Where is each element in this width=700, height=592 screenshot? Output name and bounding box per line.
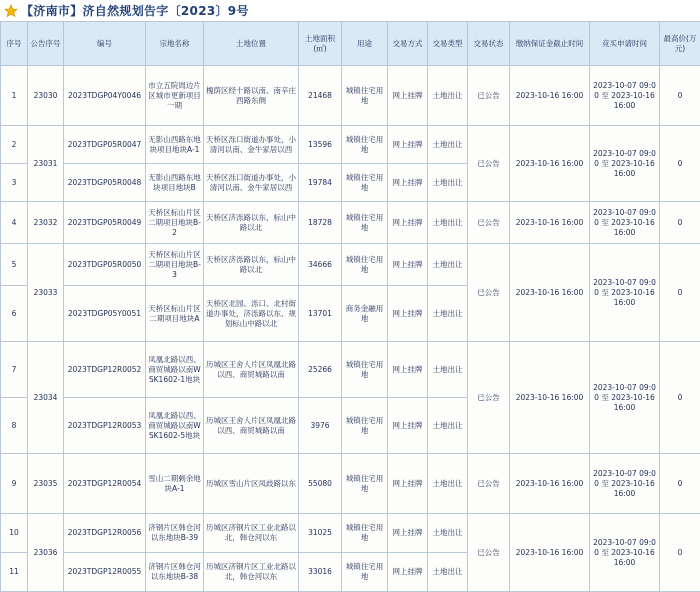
cell-notice-no: 23031	[28, 126, 64, 202]
cell-seq: 6	[1, 286, 28, 342]
cell-method: 网上挂牌	[388, 553, 428, 592]
cell-code: 2023TDGP12R0053	[64, 398, 146, 454]
cell-code: 2023TDGP05R0049	[64, 202, 146, 244]
cell-area: 21468	[299, 66, 342, 126]
cell-status: 已公告	[468, 202, 510, 244]
cell-method: 网上挂牌	[388, 342, 428, 398]
header-apply-time: 竞买申请时间	[590, 22, 660, 66]
cell-type: 土地出让	[428, 164, 468, 202]
cell-parcel-name: 无影山西路东地块项目地块B	[146, 164, 204, 202]
cell-parcel-name: 市立五院周边片区城市更新项目一期	[146, 66, 204, 126]
cell-parcel-name: 济钢片区韩仓河以东地块B-39	[146, 514, 204, 553]
cell-seq: 2	[1, 126, 28, 164]
cell-notice-no: 23033	[28, 244, 64, 342]
header-type: 交易类型	[428, 22, 468, 66]
title-bar	[0, 0, 700, 22]
cell-apply-time: 2023-10-07 09:00 至 2023-10-16 16:00	[590, 244, 660, 342]
cell-type: 土地出让	[428, 398, 468, 454]
cell-location: 历城区雪山片区凤歧路以东	[204, 454, 299, 514]
cell-code: 2023TDGP05R0048	[64, 164, 146, 202]
star-icon	[4, 4, 18, 18]
header-status: 交易状态	[468, 22, 510, 66]
cell-type: 土地出让	[428, 342, 468, 398]
cell-method: 网上挂牌	[388, 514, 428, 553]
cell-location: 天桥区泺口街道办事处，小清河以南、金牛家居以西	[204, 126, 299, 164]
cell-type: 土地出让	[428, 244, 468, 286]
cell-parcel-name: 凤凰北路以西、商贸城路以南WSK1602-1地块	[146, 342, 204, 398]
header-notice-no: 公告序号	[28, 22, 64, 66]
cell-max-price: 0	[660, 342, 700, 454]
table-row	[1, 126, 700, 164]
table-row	[1, 514, 700, 553]
cell-method: 网上挂牌	[388, 164, 428, 202]
header-method: 交易方式	[388, 22, 428, 66]
cell-notice-no: 23030	[28, 66, 64, 126]
cell-method: 网上挂牌	[388, 202, 428, 244]
cell-location: 天桥区泺口街道办事处，小清河以南、金牛家居以西	[204, 164, 299, 202]
cell-area: 19784	[299, 164, 342, 202]
cell-status: 已公告	[468, 126, 510, 202]
cell-method: 网上挂牌	[388, 286, 428, 342]
cell-use: 城镇住宅用地	[342, 342, 388, 398]
cell-max-price: 0	[660, 126, 700, 202]
cell-area: 31025	[299, 514, 342, 553]
cell-notice-no: 23036	[28, 514, 64, 592]
table-header-row	[1, 22, 700, 66]
cell-code: 2023TDGP04Y0046	[64, 66, 146, 126]
cell-method: 网上挂牌	[388, 398, 428, 454]
table-row	[1, 454, 700, 514]
cell-apply-time: 2023-10-07 09:00 至 2023-10-16 16:00	[590, 66, 660, 126]
cell-use: 城镇住宅用地	[342, 164, 388, 202]
cell-area: 33016	[299, 553, 342, 592]
cell-seq: 1	[1, 66, 28, 126]
cell-seq: 3	[1, 164, 28, 202]
cell-status: 已公告	[468, 342, 510, 454]
cell-status: 已公告	[468, 66, 510, 126]
cell-use: 城镇住宅用地	[342, 126, 388, 164]
cell-parcel-name: 天桥区标山片区二期项目地块B-3	[146, 244, 204, 286]
cell-parcel-name: 天桥区标山片区二期项目地块A	[146, 286, 204, 342]
cell-code: 2023TDGP05R0047	[64, 126, 146, 164]
cell-location: 天桥区济泺路以东，标山中路以北	[204, 202, 299, 244]
cell-use: 城镇住宅用地	[342, 66, 388, 126]
cell-deadline: 2023-10-16 16:00	[510, 202, 590, 244]
cell-max-price: 0	[660, 66, 700, 126]
cell-location: 天桥区北园、泺口、北村街道办事处，济泺路以东、规划标山中路以北	[204, 286, 299, 342]
table-row	[1, 342, 700, 398]
cell-area: 3976	[299, 398, 342, 454]
cell-code: 2023TDGP12R0056	[64, 514, 146, 553]
cell-method: 网上挂牌	[388, 126, 428, 164]
cell-status: 已公告	[468, 244, 510, 342]
cell-max-price: 0	[660, 514, 700, 592]
cell-max-price: 0	[660, 454, 700, 514]
table-row	[1, 202, 700, 244]
cell-deadline: 2023-10-16 16:00	[510, 126, 590, 202]
header-location: 土地位置	[204, 22, 299, 66]
cell-method: 网上挂牌	[388, 66, 428, 126]
cell-method: 网上挂牌	[388, 454, 428, 514]
header-parcel-name: 宗地名称	[146, 22, 204, 66]
cell-location: 历城区济钢片区工业北路以北，韩仓河以东	[204, 553, 299, 592]
cell-type: 土地出让	[428, 454, 468, 514]
header-use: 用途	[342, 22, 388, 66]
cell-location: 历城区王舍人片区凤凰北路以西、商贸城路以南	[204, 342, 299, 398]
cell-type: 土地出让	[428, 553, 468, 592]
cell-deadline: 2023-10-16 16:00	[510, 454, 590, 514]
cell-seq: 10	[1, 514, 28, 553]
cell-deadline: 2023-10-16 16:00	[510, 342, 590, 454]
cell-type: 土地出让	[428, 66, 468, 126]
cell-deadline: 2023-10-16 16:00	[510, 514, 590, 592]
cell-seq: 7	[1, 342, 28, 398]
cell-code: 2023TDGP12R0054	[64, 454, 146, 514]
cell-use: 城镇住宅用地	[342, 454, 388, 514]
header-deadline: 缴纳保证金截止时间	[510, 22, 590, 66]
cell-seq: 4	[1, 202, 28, 244]
header-max-price: 最高价(万元)	[660, 22, 700, 66]
table-row	[1, 244, 700, 286]
cell-location: 历城区济钢片区工业北路以北，韩仓河以东	[204, 514, 299, 553]
cell-use: 城镇住宅用地	[342, 553, 388, 592]
land-auction-table	[0, 21, 700, 592]
cell-parcel-name: 雪山二期剩余地块A-1	[146, 454, 204, 514]
cell-seq: 9	[1, 454, 28, 514]
cell-parcel-name: 天桥区标山片区二期项目地块B-2	[146, 202, 204, 244]
cell-parcel-name: 无影山西路东地块项目地块A-1	[146, 126, 204, 164]
cell-area: 55080	[299, 454, 342, 514]
cell-parcel-name: 济钢片区韩仓河以东地块B-38	[146, 553, 204, 592]
cell-apply-time: 2023-10-07 09:00 至 2023-10-16 16:00	[590, 126, 660, 202]
cell-deadline: 2023-10-16 16:00	[510, 66, 590, 126]
cell-use: 商务金融用地	[342, 286, 388, 342]
cell-type: 土地出让	[428, 126, 468, 164]
cell-max-price: 0	[660, 244, 700, 342]
cell-code: 2023TDGP05Y0051	[64, 286, 146, 342]
cell-use: 城镇住宅用地	[342, 514, 388, 553]
cell-max-price: 0	[660, 202, 700, 244]
cell-notice-no: 23034	[28, 342, 64, 454]
page-title: 【济南市】济自然规划告字〔2023〕9号	[21, 2, 249, 19]
cell-type: 土地出让	[428, 202, 468, 244]
cell-use: 城镇住宅用地	[342, 202, 388, 244]
cell-use: 城镇住宅用地	[342, 398, 388, 454]
cell-type: 土地出让	[428, 514, 468, 553]
cell-location: 历城区王舍人片区凤凰北路以西、商贸城路以南	[204, 398, 299, 454]
cell-status: 已公告	[468, 514, 510, 592]
cell-seq: 8	[1, 398, 28, 454]
cell-use: 城镇住宅用地	[342, 244, 388, 286]
cell-apply-time: 2023-10-07 09:00 至 2023-10-16 16:00	[590, 454, 660, 514]
cell-code: 2023TDGP05R0050	[64, 244, 146, 286]
cell-code: 2023TDGP12R0052	[64, 342, 146, 398]
cell-seq: 11	[1, 553, 28, 592]
header-code: 编号	[64, 22, 146, 66]
cell-seq: 5	[1, 244, 28, 286]
cell-apply-time: 2023-10-07 09:00 至 2023-10-16 16:00	[590, 514, 660, 592]
cell-area: 13596	[299, 126, 342, 164]
cell-notice-no: 23035	[28, 454, 64, 514]
cell-deadline: 2023-10-16 16:00	[510, 244, 590, 342]
cell-apply-time: 2023-10-07 09:00 至 2023-10-16 16:00	[590, 342, 660, 454]
cell-area: 13701	[299, 286, 342, 342]
cell-code: 2023TDGP12R0055	[64, 553, 146, 592]
cell-apply-time: 2023-10-07 09:00 至 2023-10-16 16:00	[590, 202, 660, 244]
cell-area: 18728	[299, 202, 342, 244]
table-row	[1, 66, 700, 126]
cell-area: 34666	[299, 244, 342, 286]
cell-parcel-name: 凤凰北路以西、商贸城路以南WSK1602-5地块	[146, 398, 204, 454]
cell-method: 网上挂牌	[388, 244, 428, 286]
cell-area: 25266	[299, 342, 342, 398]
header-area: 土地面积(㎡)	[299, 22, 342, 66]
cell-notice-no: 23032	[28, 202, 64, 244]
header-seq: 序号	[1, 22, 28, 66]
cell-location: 槐荫区经十路以南、南辛庄西路东侧	[204, 66, 299, 126]
cell-location: 天桥区济泺路以东，标山中路以北	[204, 244, 299, 286]
cell-status: 已公告	[468, 454, 510, 514]
cell-type: 土地出让	[428, 286, 468, 342]
